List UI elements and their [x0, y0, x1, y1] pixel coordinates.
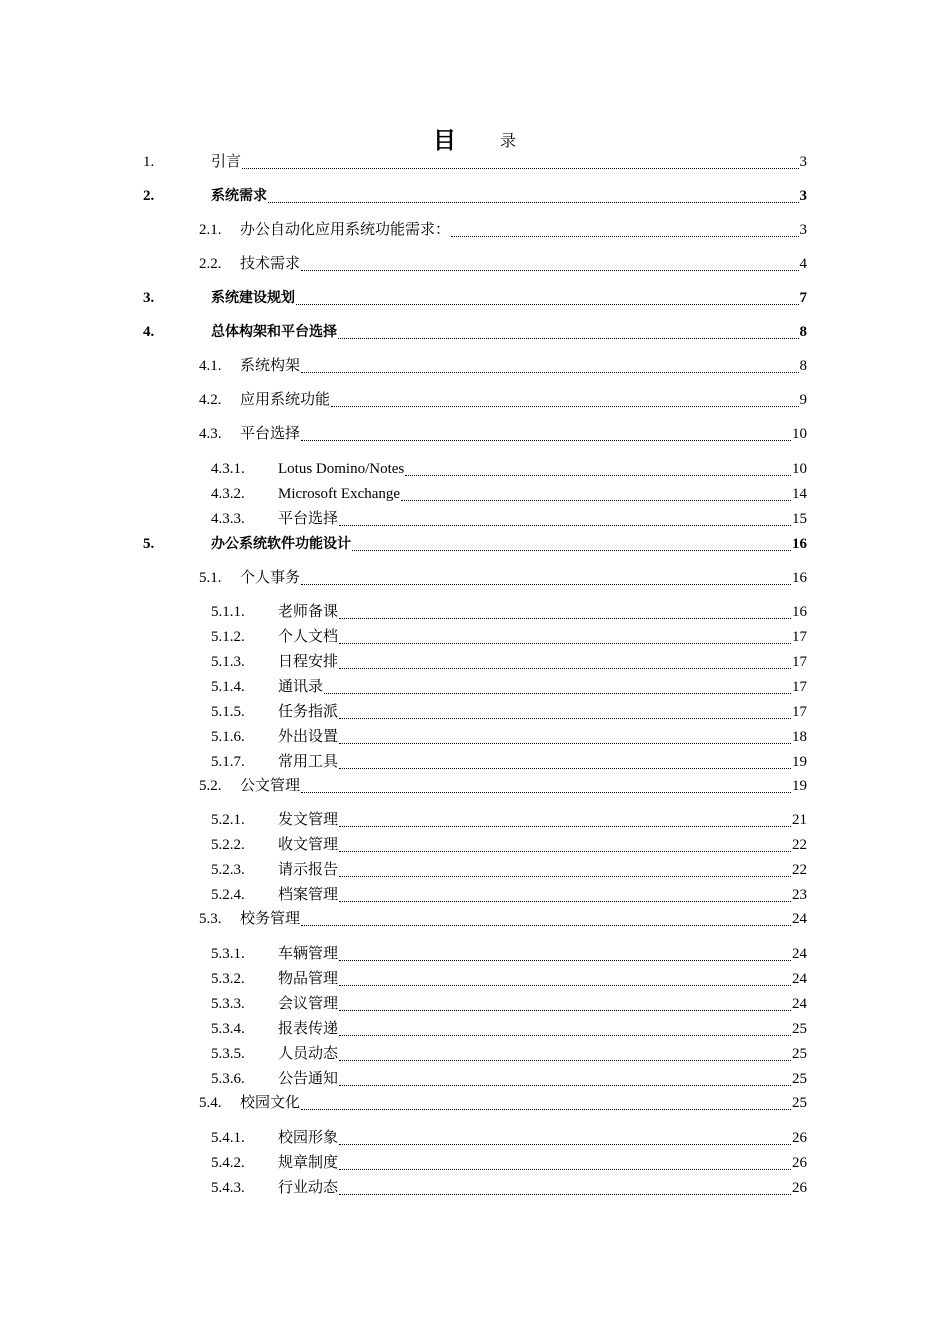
toc-leader-dots [339, 525, 791, 526]
toc-entry-page: 24 [792, 946, 807, 962]
toc-entry[interactable] [211, 993, 807, 1015]
toc-entry-number: 5.2. [199, 778, 222, 794]
toc-leader-dots [339, 826, 791, 827]
toc-title-char-1: 目 [433, 128, 456, 154]
toc-entry-page: 23 [792, 887, 807, 903]
toc-entry-page: 8 [799, 324, 807, 340]
toc-entry-number: 5.1.6. [211, 729, 245, 745]
toc-entry-page: 3 [799, 154, 807, 170]
toc-entry-page: 16 [792, 536, 807, 552]
toc-entry-number: 5.3.6. [211, 1071, 245, 1087]
toc-entry-number: 5.1.7. [211, 754, 245, 770]
toc-entry[interactable] [211, 626, 807, 648]
toc-entry[interactable] [199, 355, 807, 377]
toc-entry-page: 26 [792, 1155, 807, 1171]
toc-entry[interactable] [199, 423, 807, 445]
toc-entry-title: 系统建设规划 [211, 290, 295, 306]
toc-leader-dots [339, 901, 791, 902]
toc-entry-number: 5.1.4. [211, 679, 245, 695]
toc-leader-dots [268, 202, 799, 203]
toc-leader-dots [339, 1169, 791, 1170]
toc-entry-title: 报表传递 [278, 1021, 339, 1037]
toc-entry-title: 发文管理 [278, 812, 339, 828]
toc-entry-page: 25 [792, 1071, 807, 1087]
toc-entry-page: 15 [792, 511, 807, 527]
toc-leader-dots [301, 584, 791, 585]
toc-entry-title: 外出设置 [278, 729, 339, 745]
toc-entry-page: 4 [799, 256, 807, 272]
toc-leader-dots [301, 1109, 791, 1110]
toc-leader-dots [339, 876, 791, 877]
toc-entry-page: 10 [792, 461, 807, 477]
toc-entry-number: 4.3. [199, 426, 222, 442]
toc-entry[interactable] [199, 1092, 807, 1114]
toc-entry-page: 25 [792, 1021, 807, 1037]
toc-title-char-2: 录 [500, 133, 517, 150]
toc-leader-dots [331, 406, 798, 407]
toc-leader-dots [339, 1144, 791, 1145]
toc-entry[interactable] [199, 908, 807, 930]
toc-entry-title: 人员动态 [278, 1046, 339, 1062]
toc-entry[interactable] [211, 751, 807, 773]
toc-entry[interactable] [211, 601, 807, 623]
toc-entry-page: 26 [792, 1180, 807, 1196]
toc-entry-number: 4.3.3. [211, 511, 245, 527]
toc-entry-title: 车辆管理 [278, 946, 339, 962]
toc-entry-page: 24 [792, 911, 807, 927]
toc-entry-title: 平台选择 [240, 426, 301, 442]
toc-entry-title: 个人文档 [278, 629, 339, 645]
toc-leader-dots [339, 1010, 791, 1011]
toc-entry-number: 4.3.2. [211, 486, 245, 502]
toc-entry[interactable] [211, 968, 807, 990]
toc-leader-dots [339, 743, 791, 744]
toc-entry[interactable] [211, 943, 807, 965]
toc-leader-dots [296, 304, 799, 305]
toc-entry-number: 5.2.4. [211, 887, 245, 903]
toc-entry-page: 19 [792, 754, 807, 770]
toc-entry-number: 1. [143, 154, 155, 170]
toc-entry-page: 17 [792, 629, 807, 645]
toc-entry-page: 17 [792, 704, 807, 720]
toc-entry-title: 引言 [211, 154, 242, 170]
toc-entry[interactable] [143, 185, 807, 207]
toc-entry-number: 5.1.5. [211, 704, 245, 720]
toc-entry-title: 任务指派 [278, 704, 339, 720]
toc-leader-dots [352, 550, 791, 551]
toc-entry[interactable] [211, 884, 807, 906]
toc-entry[interactable] [143, 151, 807, 173]
toc-entry-title: 系统需求 [211, 188, 267, 204]
toc-entry-title: 档案管理 [278, 887, 339, 903]
toc-leader-dots [301, 792, 791, 793]
toc-entry-page: 18 [792, 729, 807, 745]
toc-entry[interactable] [211, 676, 807, 698]
toc-leader-dots [301, 440, 791, 441]
toc-entry[interactable] [211, 1068, 807, 1090]
toc-leader-dots [339, 985, 791, 986]
toc-entry[interactable] [199, 253, 807, 275]
toc-entry-title: 校园文化 [240, 1095, 301, 1111]
toc-entry-page: 24 [792, 971, 807, 987]
toc-entry-number: 3. [143, 290, 155, 306]
toc-entry-title: 老师备课 [278, 604, 339, 620]
toc-entry[interactable] [211, 1127, 807, 1149]
toc-entry-page: 24 [792, 996, 807, 1012]
toc-entry[interactable] [211, 508, 807, 530]
toc-entry-page: 7 [799, 290, 807, 306]
toc-entry[interactable] [211, 483, 807, 505]
toc-entry[interactable] [211, 651, 807, 673]
toc-entry-number: 4. [143, 324, 155, 340]
toc-leader-dots [339, 768, 791, 769]
toc-entry[interactable] [211, 726, 807, 748]
toc-leader-dots [339, 718, 791, 719]
toc-leader-dots [301, 925, 791, 926]
toc-entry-number: 5.4.2. [211, 1155, 245, 1171]
toc-entry-title: 平台选择 [278, 511, 339, 527]
toc-entry-number: 5.4.3. [211, 1180, 245, 1196]
toc-entry[interactable] [211, 809, 807, 831]
toc-entry-page: 26 [792, 1130, 807, 1146]
toc-entry-title: 收文管理 [278, 837, 339, 853]
toc-entry[interactable] [211, 1018, 807, 1040]
toc-entry-title: Microsoft Exchange [278, 486, 401, 502]
toc-entry[interactable] [211, 859, 807, 881]
toc-entry[interactable] [199, 219, 807, 241]
toc-entry-title: 公告通知 [278, 1071, 339, 1087]
toc-entry-title: 应用系统功能 [240, 392, 331, 408]
toc-entry-number: 5.2.2. [211, 837, 245, 853]
toc-entry-page: 14 [792, 486, 807, 502]
toc-entry-title: 办公系统软件功能设计 [211, 536, 351, 552]
toc-entry-title: 公文管理 [240, 778, 301, 794]
toc-entry-number: 5.2.3. [211, 862, 245, 878]
toc-entry[interactable] [211, 1043, 807, 1065]
toc-entry-number: 5.1.3. [211, 654, 245, 670]
toc-entry-number: 4.2. [199, 392, 222, 408]
toc-entry-title: 办公自动化应用系统功能需求： [240, 222, 451, 238]
toc-entry-title: 物品管理 [278, 971, 339, 987]
toc-entry-page: 10 [792, 426, 807, 442]
toc-leader-dots [301, 372, 798, 373]
toc-leader-dots [339, 618, 791, 619]
toc-entry-number: 5.3.4. [211, 1021, 245, 1037]
toc-entry-number: 5.4. [199, 1095, 222, 1111]
toc-leader-dots [405, 475, 791, 476]
toc-entry-page: 16 [792, 570, 807, 586]
toc-entry-title: 校务管理 [240, 911, 301, 927]
toc-entry[interactable] [199, 567, 807, 589]
toc-entry-title: 日程安排 [278, 654, 339, 670]
toc-entry-page: 22 [792, 837, 807, 853]
toc-entry[interactable] [211, 701, 807, 723]
toc-entry-page: 19 [792, 778, 807, 794]
toc-entry-page: 9 [799, 392, 807, 408]
toc-entry-page: 16 [792, 604, 807, 620]
toc-leader-dots [324, 693, 791, 694]
toc-entry-title: 请示报告 [278, 862, 339, 878]
toc-entry[interactable] [143, 321, 807, 343]
toc-entry-title: Lotus Domino/Notes [278, 461, 405, 477]
toc-entry[interactable] [143, 287, 807, 309]
toc-entry-title: 技术需求 [240, 256, 301, 272]
toc-leader-dots [339, 1194, 791, 1195]
toc-entry-number: 5.3.5. [211, 1046, 245, 1062]
toc-leader-dots [301, 270, 798, 271]
toc-entry-number: 5.1. [199, 570, 222, 586]
toc-entry[interactable] [211, 1177, 807, 1199]
toc-leader-dots [339, 851, 791, 852]
toc-entry-number: 5.3.2. [211, 971, 245, 987]
toc-leader-dots [339, 1085, 791, 1086]
toc-entry[interactable] [143, 533, 807, 555]
toc-title [0, 122, 950, 152]
toc-entry-title: 规章制度 [278, 1155, 339, 1171]
toc-leader-dots [242, 168, 798, 169]
toc-entry-number: 2.2. [199, 256, 222, 272]
toc-entry-number: 5. [143, 536, 155, 552]
toc-entry-title: 会议管理 [278, 996, 339, 1012]
toc-leader-dots [338, 338, 799, 339]
toc-leader-dots [339, 1060, 791, 1061]
toc-entry-number: 2.1. [199, 222, 222, 238]
toc-entry-page: 3 [799, 188, 807, 204]
toc-entry[interactable] [199, 775, 807, 797]
toc-entry-number: 4.1. [199, 358, 222, 374]
toc-entry-number: 5.3. [199, 911, 222, 927]
toc-entry-page: 25 [792, 1046, 807, 1062]
toc-entry-number: 5.4.1. [211, 1130, 245, 1146]
toc-entry-page: 17 [792, 654, 807, 670]
toc-leader-dots [339, 643, 791, 644]
toc-entry-title: 通讯录 [278, 679, 324, 695]
toc-entry-page: 17 [792, 679, 807, 695]
toc-entry-page: 21 [792, 812, 807, 828]
toc-entry[interactable] [211, 834, 807, 856]
toc-entry-title: 校园形象 [278, 1130, 339, 1146]
toc-entry-title: 常用工具 [278, 754, 339, 770]
toc-entry-number: 5.1.2. [211, 629, 245, 645]
toc-leader-dots [339, 1035, 791, 1036]
toc-leader-dots [451, 236, 798, 237]
toc-entry-title: 系统构架 [240, 358, 301, 374]
toc-entry-title: 总体构架和平台选择 [211, 324, 337, 340]
toc-entry-number: 5.3.3. [211, 996, 245, 1012]
toc-entry-page: 8 [799, 358, 807, 374]
toc-entry-page: 22 [792, 862, 807, 878]
toc-entry-page: 25 [792, 1095, 807, 1111]
toc-entry-number: 5.2.1. [211, 812, 245, 828]
toc-leader-dots [401, 500, 791, 501]
toc-entry-number: 4.3.1. [211, 461, 245, 477]
toc-entry[interactable] [199, 389, 807, 411]
toc-leader-dots [339, 668, 791, 669]
toc-entry-title: 行业动态 [278, 1180, 339, 1196]
toc-entry[interactable] [211, 458, 807, 480]
toc-entry-page: 3 [799, 222, 807, 238]
toc-entry-number: 5.3.1. [211, 946, 245, 962]
toc-entry-title: 个人事务 [240, 570, 301, 586]
toc-entry[interactable] [211, 1152, 807, 1174]
toc-entry-number: 5.1.1. [211, 604, 245, 620]
toc-entry-number: 2. [143, 188, 155, 204]
toc-leader-dots [339, 960, 791, 961]
